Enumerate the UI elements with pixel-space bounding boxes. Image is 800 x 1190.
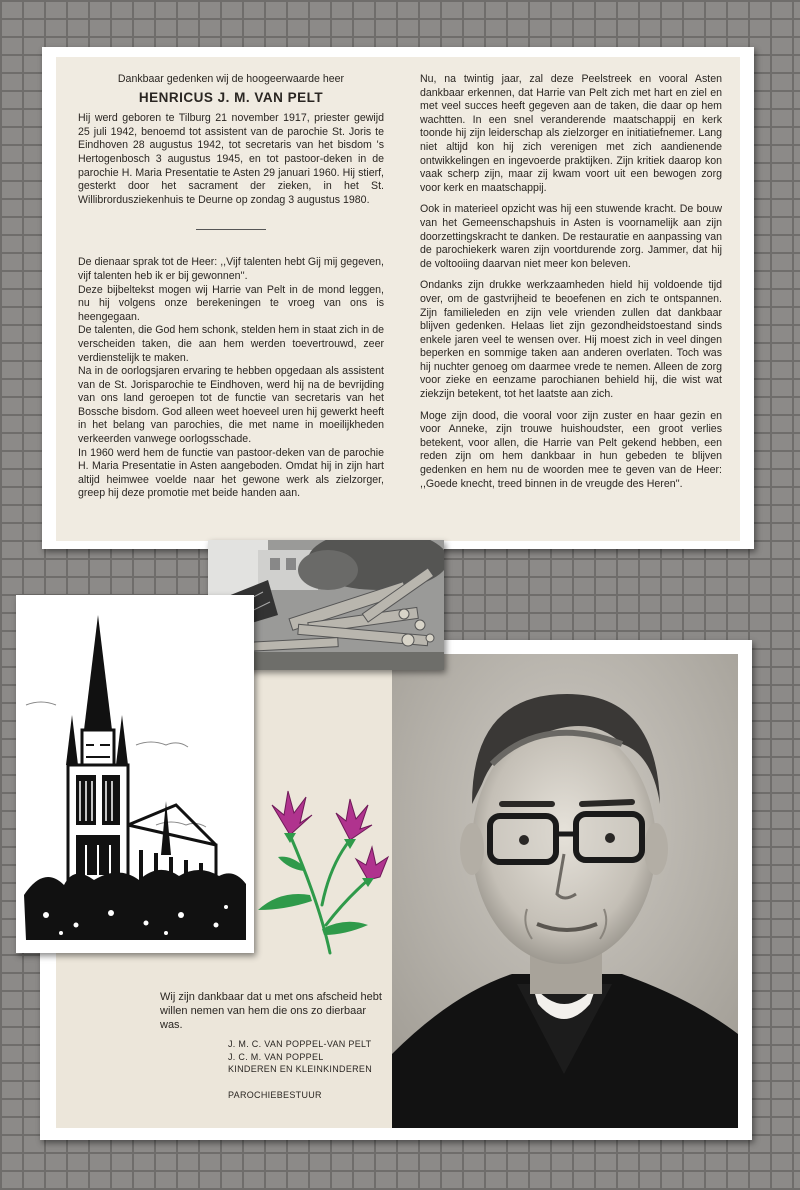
biography-paragraph: Hij werd geboren te Tilburg 21 november 1917, priester gewijd 25 juli 1942, benoemd tot assistent van de parochie St. Joris te Eindhoven 28 augustus 1942, tot secretaris van het bisdom 's Hertogenbosch 3 augustus 1945, en tot pastoor-deken in de parochie H. Maria Presentatie te Asten 29 januari 1960. Hij stierf, gesterkt door het sacrament der zieken, in het St. Willibrordusziekenhuis te Deurne op zondag 3 augustus 1980. <box>78 112 384 206</box>
flower-drawing <box>250 785 390 960</box>
signatory-line: KINDEREN EN KLEINKINDEREN <box>228 1064 373 1074</box>
section-divider <box>196 229 266 230</box>
priest-portrait-icon <box>392 654 738 1128</box>
text-paragraph: In 1960 werd hem de functie van pastoor-deken van de parochie H. Maria Presentatie in Asten aangeboden. Omdat hij in zijn hart altijd heimwee voelde naar het gewone werk als zielzorger, greep hij deze promotie met beide handen aan. <box>78 446 384 500</box>
text-paragraph: De dienaar sprak tot de Heer: ,,Vijf talenten hebt Gij mij gegeven, vijf talenten heb ik er bij gewonnen''. <box>78 256 384 282</box>
text-paragraph: Moge zijn dood, die vooral voor zijn zuster en haar gezin en voor Anneke, zijn trouwe huishoudster, een groot verlies betekent, voor allen, die Harrie van Pelt gekend hebben, een reden zijn om hem dankbaar in hun gebeden te blijven gedenken en hem nu de woorden mee te geven van de Heer: ,,Goede knecht, treed binnen in de vreugde des Heren''. <box>420 409 722 490</box>
right-text-column <box>420 73 722 499</box>
left-text-column <box>78 73 384 501</box>
priest-portrait-photo <box>392 654 738 1128</box>
signatory-line: J. C. M. VAN POPPEL <box>228 1051 324 1062</box>
parish-board: PAROCHIEBESTUUR <box>228 1089 322 1100</box>
signatory-line: J. M. C. VAN POPPEL-VAN PELT <box>228 1039 372 1049</box>
text-paragraph: De talenten, die God hem schonk, stelden hem in staat zich in de verscheiden taken, die aan hem werden toevertrouwd, zeer verdienstelijk te maken. <box>78 324 384 364</box>
text-paragraph: Nu, na twintig jaar, zal deze Peelstreek en vooral Asten dankbaar erkennen, dat Harrie van Pelt zich met hart en ziel en met veel succes heeft gegeven aan de taken, die daar op hem wachtten. In een snel veranderende maatschappij en kerk toonde hij zijn leiderschap als zielzorger en initiatiefnemer. Lang niet altijd kon hij zich verenigen met zich aandienende ontwikkelingen en ingevoerde praktijken. Zijn kritiek daarop kon vaak scherp zijn, maar zij kwam voort uit een bewogen zorg voor kerk en maatschappij. <box>420 73 722 194</box>
church-drawing-icon <box>16 595 254 953</box>
signatories <box>160 1038 390 1076</box>
thank-you-text: Wij zijn dankbaar dat u met ons afscheid hebt willen nemen van hem die ons zo dierbaar was. <box>160 991 382 1031</box>
memorial-text-paper <box>56 57 740 541</box>
left-lower-text <box>78 256 384 501</box>
flower-drawing-icon <box>250 785 390 955</box>
intro-line: Dankbaar gedenken wij de hoogeerwaarde heer <box>117 73 345 85</box>
text-paragraph: Ook in materieel opzicht was hij een stuwende kracht. De bouw van het Gemeenschapshuis in Asten is voornamelijk aan zijn doorzettingskracht te danken. De restauratie en aanpassing van de parochiekerk waren zijn voortdurende zorg. Jammer, dat hij de voltooiing daarvan niet meer kon beleven. <box>420 203 722 270</box>
text-paragraph: Ondanks zijn drukke werkzaamheden hield hij voldoende tijd over, om de gastvrijheid te beoefenen en zich te ontspannen. Zijn familieleden en zijn vele vrienden zullen dat dankbaar blijven gedenken. Helaas liet zijn gezondheidstoestand sinds enkele jaren veel te wensen over. Hij moest zich in veel dingen beperken en sommige taken aan anderen overlaten. Toch was hij nuchter genoeg om daarmee vrede te nemen. Alleen de zorg voor zieke en eenzame parochianen behield hij, die wist wat ziekzijn betekent, tot het laatste aan zich. <box>420 279 722 401</box>
text-paragraph: Deze bijbeltekst mogen wij Harrie van Pelt in de mond leggen, nu hij volgens onze berekeningen te vroeg van ons is heengegaan. <box>78 283 384 323</box>
thank-you-block <box>160 990 390 1100</box>
church-drawing-card <box>16 595 254 953</box>
deceased-name: HENRICUS J. M. VAN PELT <box>138 89 324 105</box>
memorial-text-card <box>42 47 754 549</box>
text-paragraph: Na in de oorlogsjaren ervaring te hebben opgedaan als assistent van de St. Jorisparochie te Eindhoven, werd hij na de bevrijding van ons land geroepen tot de functie van secretaris van het Bossche bisdom. God alleen weet hoeveel uren hij gewerkt heeft in het belang van parochies, die met name in moeilijkheden verkeerden vanwege oorlogsschade. <box>78 365 384 446</box>
